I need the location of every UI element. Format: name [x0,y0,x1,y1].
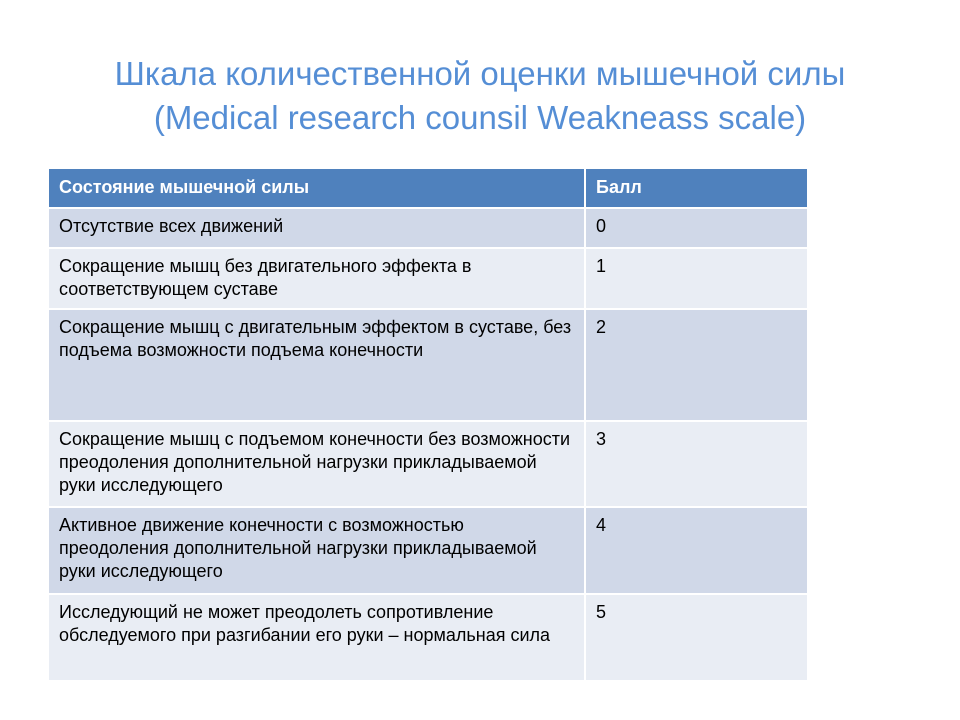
header-muscle-state: Состояние мышечной силы [49,169,585,208]
cell-score: 0 [585,208,807,248]
slide-title-line-2: (Medical research counsil Weakneass scale) [153,99,807,136]
cell-muscle-state: Сокращение мышц с двигательным эффектом в суставе, без подъема возможности подъема конечности [49,309,585,421]
strength-scale-table [49,169,807,682]
cell-muscle-state: Отсутствие всех движений [49,208,585,248]
table-row [49,507,807,594]
table-row [49,594,807,681]
slide-title-line-1: Шкала количественной оценки мышечной силы [114,55,846,92]
table-row [49,208,807,248]
cell-muscle-state: Исследующий не может преодолеть сопротивление обследуемого при разгибании его руки – нормальная сила [49,594,585,681]
cell-muscle-state: Сокращение мышц с подъемом конечности без возможности преодоления дополнительной нагрузки прикладываемой руки исследующего [49,421,585,507]
cell-muscle-state: Активное движение конечности с возможностью преодоления дополнительной нагрузки прикладываемой руки исследующего [49,507,585,594]
cell-score: 1 [585,248,807,309]
strength-scale-table-container [49,169,807,682]
cell-score: 5 [585,594,807,681]
table-row [49,309,807,421]
header-score: Балл [585,169,807,208]
cell-score: 4 [585,507,807,594]
table-row [49,248,807,309]
cell-muscle-state: Сокращение мышц без двигательного эффекта в соответствующем суставе [49,248,585,309]
cell-score: 3 [585,421,807,507]
table-row [49,421,807,507]
slide-title [40,52,920,140]
cell-score: 2 [585,309,807,421]
table-header-row [49,169,807,208]
